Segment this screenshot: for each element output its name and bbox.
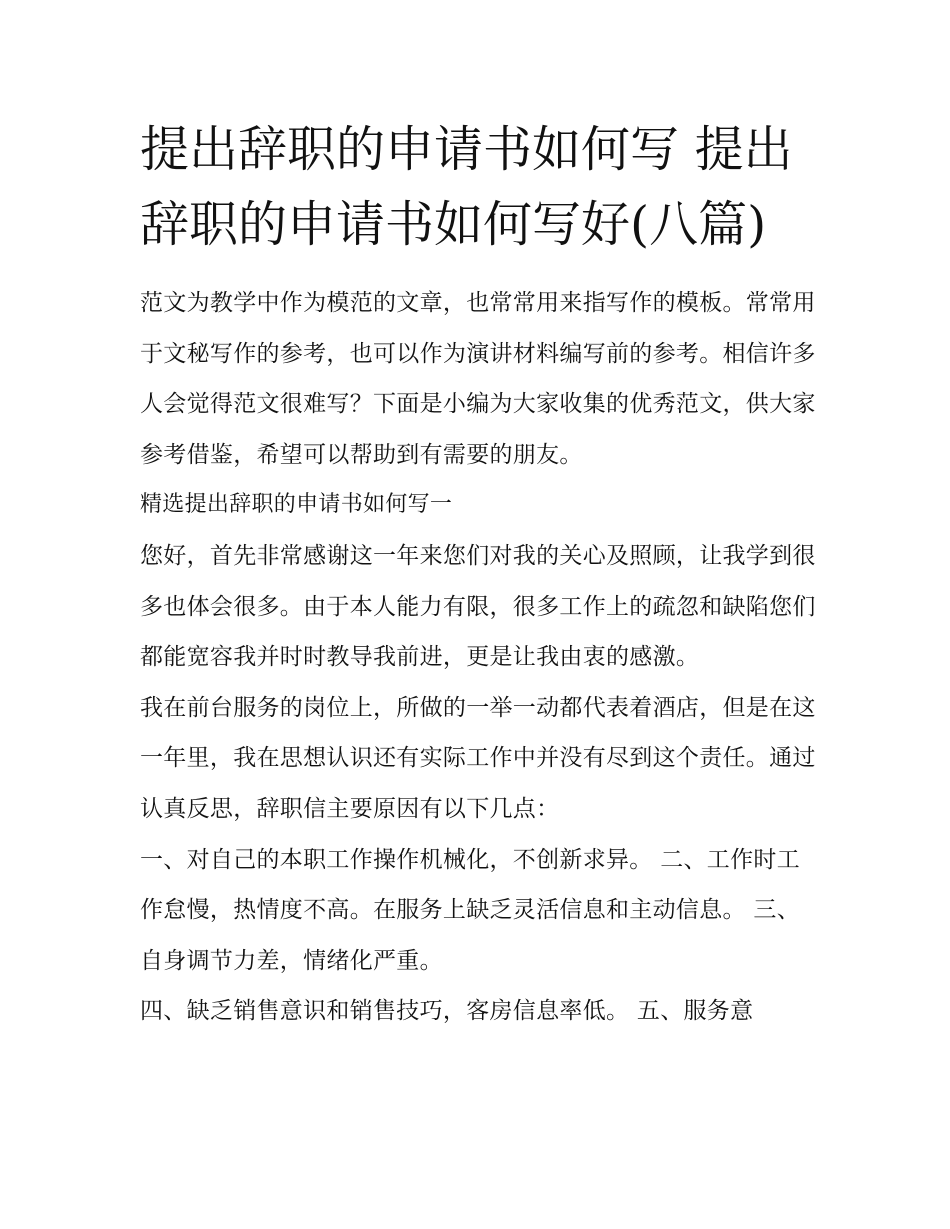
intro-paragraph: 范文为教学中作为模范的文章，也常常用来指写作的模板。常常用于文秘写作的参考，也可以作为演讲材料编写前的参考。相信许多人会觉得范文很难写？下面是小编为大家收集的优秀范文，供大家参考借鉴，希望可以帮助到有需要的朋友。 [140,290,816,468]
body-paragraph: 一、对自己的本职工作操作机械化，不创新求异。 二、工作时工作怠慢，热情度不高。在服务上缺乏灵活信息和主动信息。 三、自身调节力差，情绪化严重。 [140,846,801,974]
section-heading: 精选提出辞职的申请书如何写一 [140,492,453,518]
document-body [140,278,820,1037]
body-paragraph: 我在前台服务的岗位上，所做的一举一动都代表着酒店，但是在这一年里，我在思想认识还有实际工作中并没有尽到这个责任。通过认真反思，辞职信主要原因有以下几点： [140,694,816,822]
body-paragraph: 四、缺乏销售意识和销售技巧，客房信息率低。 五、服务意 [140,998,754,1025]
document-title: 提出辞职的申请书如何写 提出辞职的申请书如何写好(八篇) [140,121,793,253]
body-paragraph: 您好，首先非常感谢这一年来您们对我的关心及照顾，让我学到很多也体会很多。由于本人能力有限，很多工作上的疏忽和缺陷您们都能宽容我并时时教导我前进，更是让我由衷的感激。 [140,542,816,671]
